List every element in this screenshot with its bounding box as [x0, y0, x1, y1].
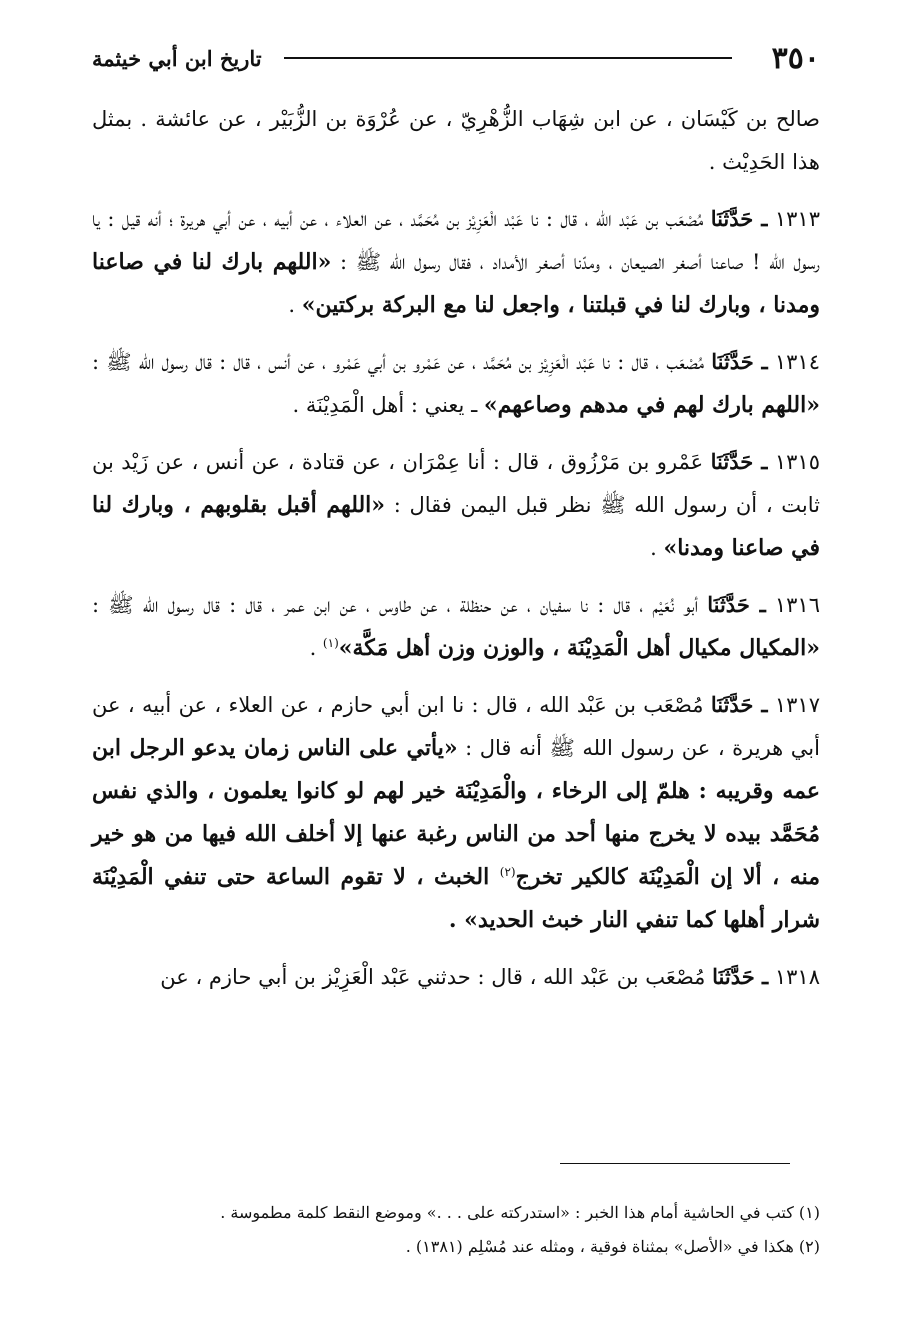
hadith-quote: «اللهم بارك لهم في مدهم وصاعهم»: [483, 392, 820, 418]
main-text: [92, 98, 820, 1012]
running-title: تاريخ ابن أبي خيثمة: [92, 45, 262, 71]
paragraph-text: صالح بن كَيْسَان ، عن ابن شِهَاب الزُّهْرِيّ ، عن عُرْوَة بن الزُّبَيْر ، عن عائشة . بمثل هذا الحَدِيْث .: [92, 107, 820, 174]
footnotes: [92, 1196, 820, 1264]
hadith-quote: «يأتي على الناس زمان يدعو الرجل ابن عمه وقريبه : هلمّ إلى الرخاء ، والْمَدِيْنَة خير لهم لو كانوا يعلمون ، والذي نفس مُحَمَّد بيده لا يخرج منها أحد من الناس رغبة عنها إلا أخلف الله فيها من هو خير منه ، ألا إن الْمَدِيْنَة كالكير تخرج: [92, 735, 820, 890]
footnote-1: (١) كتب في الحاشية أمام هذا الخبر : «استدركته على . . .» وموضع النقط كلمة مطموسة .: [220, 1203, 820, 1222]
hadith-number: ١٣١٤: [774, 350, 820, 374]
hadith-quote: «اللهم بارك لنا في صاعنا ومدنا ، وبارك لنا في قبلتنا ، واجعل لنا مع البركة بركتين»: [92, 249, 820, 318]
hadith-quote: «اللهم أقبل بقلوبهم ، وبارك لنا في صاعنا ومدنا»: [92, 492, 820, 561]
hadith-lead: ـ حَدَّثَنَا: [711, 349, 768, 374]
hadith-chain: عَمْرو بن مَرْزُوق ، قال : أنا عِمْرَان ، عن قتادة ، عن أنس ، عن زَيْد بن ثابت ، أن رسول الله ﷺ نظر قبل اليمن فقال :: [92, 450, 820, 517]
hadith-1318: [92, 955, 820, 999]
footnote-ref: (١): [322, 636, 339, 650]
hadith-tail: .: [650, 536, 664, 560]
hadith-chain: مُصْعَب ، قال : نا عَبْد الْعَزِيْز بن مُحَمَّد ، عن عَمْرو بن أبي عَمْرو ، عن أنس ، قال : قال رسول الله ﷺ :: [92, 350, 705, 374]
hadith-number: ١٣١٦: [774, 593, 820, 617]
hadith-number: ١٣١٨: [774, 965, 820, 989]
hadith-1315: [92, 440, 820, 570]
hadith-number: ١٣١٣: [774, 207, 820, 231]
hadith-chain: مُصْعَب بن عَبْد الله ، قال : حدثني عَبْد الْعَزِيْز بن أبي حازم ، عن: [160, 965, 706, 989]
hadith-1317: [92, 683, 820, 942]
hadith-lead: ـ حَدَّثَنَا: [707, 592, 766, 617]
footnote-2: (٢) هكذا في «الأصل» بمثناة فوقية ، ومثله عند مُسْلِم (١٣٨١) .: [405, 1237, 820, 1256]
hadith-lead: ـ حَدَّثَنَا: [710, 449, 768, 474]
header-rule: [284, 57, 732, 59]
footnote-ref: (٢): [499, 865, 516, 879]
hadith-chain: مُصْعَب بن عَبْد الله ، قال : نا عَبْد الْعَزِيْز بن مُحَمَّد ، عن العلاء ، عن أبيه ، عن أبي هريرة ؛ أنه قيل : يا رسول الله ! صاعنا أصغر الصيعان ، ومدّنا أصغر الأمداد ، فقال رسول الله ﷺ :: [92, 207, 820, 274]
hadith-tail: .: [288, 293, 302, 317]
hadith-lead: ـ حَدَّثَنَا: [712, 964, 769, 989]
page-header: [92, 38, 820, 78]
hadith-number: ١٣١٧: [774, 693, 820, 717]
hadith-lead: ـ حَدَّثَنَا: [710, 206, 768, 231]
hadith-chain: مُصْعَب بن عَبْد الله ، قال : نا ابن أبي حازم ، عن العلاء ، عن أبيه ، عن أبي هريرة ، عن رسول الله ﷺ أنه قال :: [92, 693, 820, 760]
hadith-1316: [92, 583, 820, 670]
hadith-1314: [92, 340, 820, 427]
paragraph-continuation: [92, 98, 820, 184]
hadith-number: ١٣١٥: [774, 450, 820, 474]
hadith-chain: أبو نُعَيْم ، قال : نا سفيان ، عن حنظلة ، عن طاوس ، عن ابن عمر ، قال : قال رسول الله ﷺ :: [92, 593, 699, 617]
hadith-lead: ـ حَدَّثَنَا: [710, 692, 768, 717]
hadith-tail: ـ يعني : أهل الْمَدِيْنَة .: [292, 393, 484, 417]
hadith-quote: «المكيال مكيال أهل الْمَدِيْنَة ، والوزن وزن أهل مَكَّة»: [338, 635, 820, 661]
hadith-tail: الخبث ، لا تقوم الساعة حتى تنفي الْمَدِيْنَة شرار أهلها كما تنفي النار خبث الحديد» .: [92, 864, 820, 933]
hadith-1313: [92, 197, 820, 327]
footnote-rule: [560, 1163, 790, 1164]
hadith-tail: .: [309, 636, 323, 660]
page-number: ٣٥٠: [771, 40, 820, 76]
